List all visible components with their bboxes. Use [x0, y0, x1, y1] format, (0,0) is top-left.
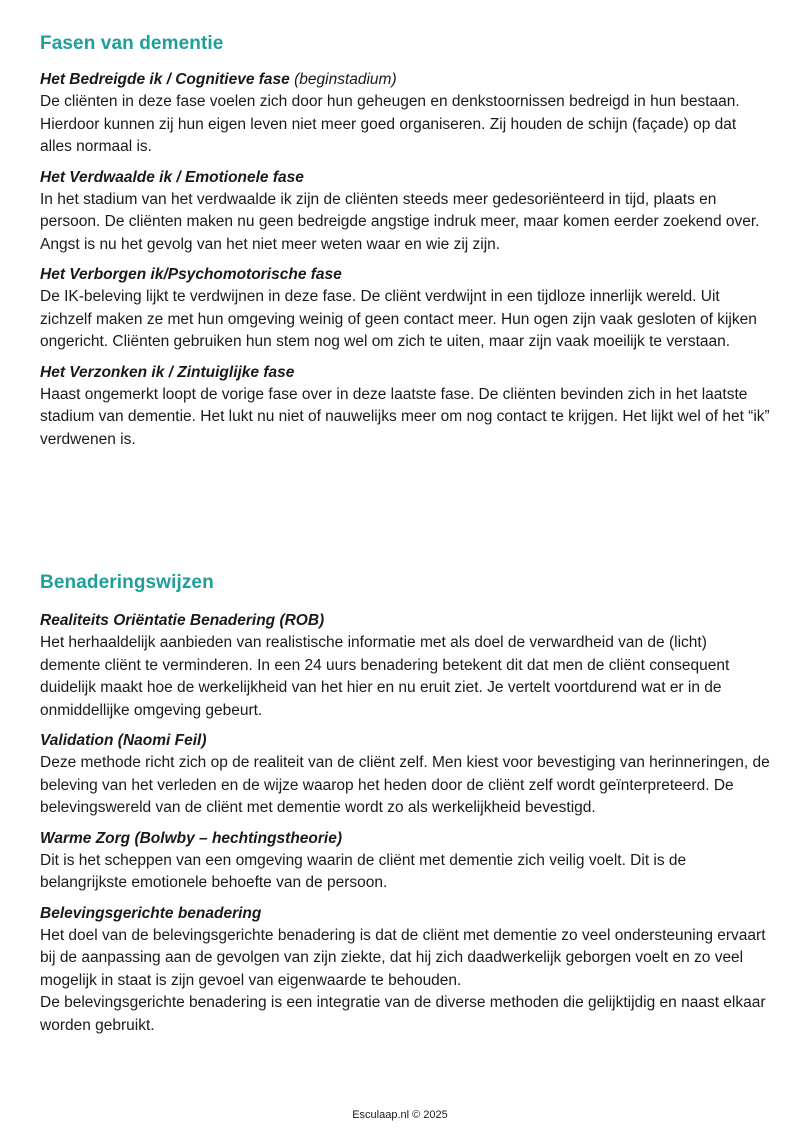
section-heading-fasen: Fasen van dementie	[40, 33, 224, 54]
approach-title: Warme Zorg (Bolwby – hechtingstheorie)	[40, 829, 343, 847]
phase-text: De cliënten in deze fase voelen zich door hun geheugen en denkstoornissen bedreigd in hun bestaan. Hierdoor kunnen zij hun eigen leven niet meer goed organiseren. Zij houden de schijn (façade) op dat alles normaal is.	[40, 93, 740, 155]
phase-title: Het Verborgen ik/Psychomotorische fase	[40, 266, 342, 283]
approach-title: Validation (Naomi Feil)	[40, 732, 207, 749]
phase-text: Haast ongemerkt loopt de vorige fase over in deze laatste fase. De cliënten bevinden zich in het laatste stadium van dementie. Het lukt nu niet of nauwelijks meer om nog contact te krijgen. Het lijkt wel of het “ik” verdwenen is.	[40, 385, 770, 448]
phase-text: De IK-beleving lijkt te verdwijnen in deze fase. De cliënt verdwijnt in een tijdloze innerlijk wereld. Uit zichzelf maken ze met hun omgeving weinig of geen contact meer. Hun ogen zijn vaak gesloten of kijken ongericht. Cliënten gebruiken hun stem nog wel om zich te uiten, maar zijn vaak moeilijk te verstaan.	[40, 288, 757, 350]
phase-title: Het Verzonken ik / Zintuiglijke fase	[40, 363, 295, 381]
section-benaderingswijzen	[40, 610, 770, 1045]
approach-text: De belevingsgerichte benadering is een integratie van de diverse methoden die gelijktijdig en naast elkaar worden gebruikt.	[40, 994, 766, 1034]
approach-block	[40, 903, 770, 1038]
phase-block	[40, 264, 770, 354]
section-fasen	[40, 69, 770, 459]
approach-title: Realiteits Oriëntatie Benadering (ROB)	[40, 612, 325, 629]
section-heading-benaderingswijzen: Benaderingswijzen	[40, 572, 214, 593]
approach-text: Het doel van de belevingsgerichte benadering is dat de cliënt met dementie zo veel ondersteuning ervaart bij de aanpassing aan de gevolgen van zijn ziekte, dat hij zich daadwerkelijk geborgen voelt en zo veel mogelijk in staat is zijn gevoel van eigenwaarde te behouden.	[40, 926, 766, 989]
approach-block	[40, 730, 770, 820]
footer-copyright: Esculaap.nl © 2025	[352, 1109, 448, 1121]
approach-text: Deze methode richt zich op de realiteit van de cliënt zelf. Men kiest voor bevestiging van herinneringen, de beleving van het verleden en de wijze waarop het heden door de cliënt zelf wordt geïnterpreteerd. De belevingswereld van de cliënt met dementie wordt zo als werkelijkheid bevestigd.	[40, 754, 770, 816]
phase-title: Het Bedreigde ik / Cognitieve fase (beginstadium)	[40, 71, 397, 88]
phase-title: Het Verdwaalde ik / Emotionele fase	[40, 168, 304, 186]
phase-text: In het stadium van het verdwaalde ik zijn de cliënten steeds meer gedesoriënteerd in tijd, plaats en persoon. De cliënten maken nu geen bedreigde angstige indruk meer, maar komen eerder zoekend over. Angst is nu het gevolg van het niet meer weten waar en wie zij zijn.	[40, 190, 760, 253]
approach-block	[40, 610, 770, 722]
phase-block	[40, 167, 770, 257]
approach-text: Dit is het scheppen van een omgeving waarin de cliënt met dementie zich veilig voelt. Dit is de belangrijkste emotionele behoefte van de persoon.	[40, 851, 687, 891]
phase-block	[40, 69, 770, 159]
approach-block	[40, 828, 770, 895]
approach-text: Het herhaaldelijk aanbieden van realistische informatie met als doel de verwardheid van de (licht) demente cliënt te verminderen. In een 24 uurs benadering betekent dit dat men de cliënt consequent duidelijk maakt hoe de werkelijkheid van het hier en nu eruit ziet. Je vertelt voortdurend wat er in de onmiddellijke omgeving gebeurt.	[40, 634, 730, 719]
approach-title: Belevingsgerichte benadering	[40, 904, 262, 922]
phase-note: (beginstadium)	[294, 71, 397, 88]
phase-block	[40, 362, 770, 452]
